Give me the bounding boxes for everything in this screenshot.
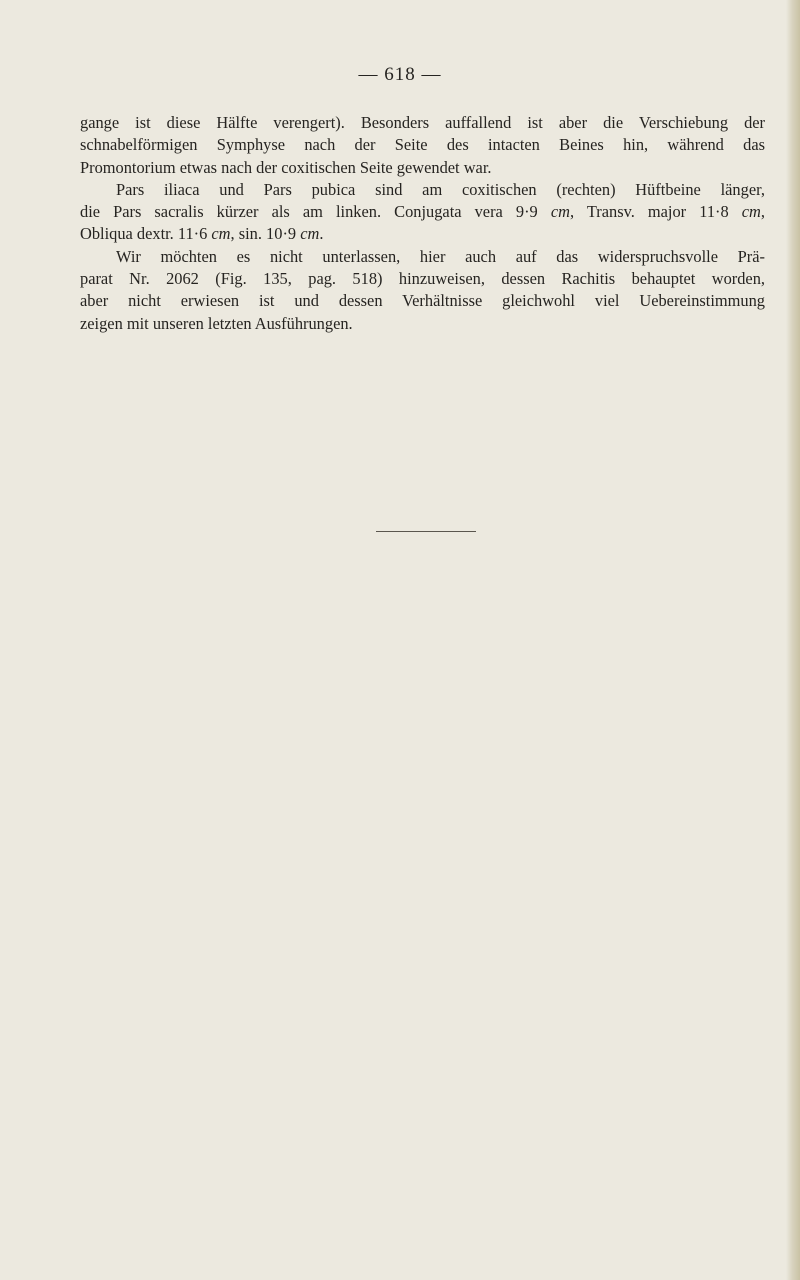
- text-line: Promontorium etwas nach der coxitischen Seite gewendet war.: [80, 157, 492, 177]
- text-line: Pars iliaca und Pars pubica sind am coxitischen (rechten) Hüftbeine länger,: [116, 179, 765, 199]
- unit-cm: cm: [211, 224, 231, 244]
- text-line: zeigen mit unseren letzten Ausführungen.: [80, 313, 353, 333]
- page-edge-shadow: [786, 0, 800, 1280]
- paragraph-1: [80, 112, 765, 179]
- unit-cm: cm: [741, 202, 761, 222]
- unit-cm: cm: [300, 224, 320, 244]
- text-line: gange ist diese Hälfte verengert). Besonders auffallend ist aber die Verschiebung der: [80, 113, 765, 132]
- body-text: [80, 112, 765, 335]
- paragraph-3: [80, 246, 765, 335]
- text-line: aber nicht erwiesen ist und dessen Verhältnisse gleichwohl viel Uebereinstimmung: [80, 291, 765, 311]
- section-separator-rule: [376, 531, 476, 532]
- unit-cm: cm: [550, 202, 570, 222]
- text-line: Wir möchten es nicht unterlassen, hier auch auf das widerspruchsvolle Prä-: [116, 246, 765, 266]
- text-line: parat Nr. 2062 (Fig. 135, pag. 518) hinzuweisen, dessen Rachitis behauptet worden,: [80, 269, 765, 289]
- text-line: die Pars sacralis kürzer als am linken. Conjugata vera 9·9 cm, Transv. major 11·8 cm,: [80, 202, 765, 222]
- text-line: schnabelförmigen Symphyse nach der Seite des intacten Beines hin, während das: [80, 135, 765, 155]
- text-line: Obliqua dextr. 11·6 cm, sin. 10·9 cm.: [80, 224, 324, 244]
- paragraph-2: [80, 179, 765, 246]
- page-number-header: — 618 —: [358, 64, 442, 85]
